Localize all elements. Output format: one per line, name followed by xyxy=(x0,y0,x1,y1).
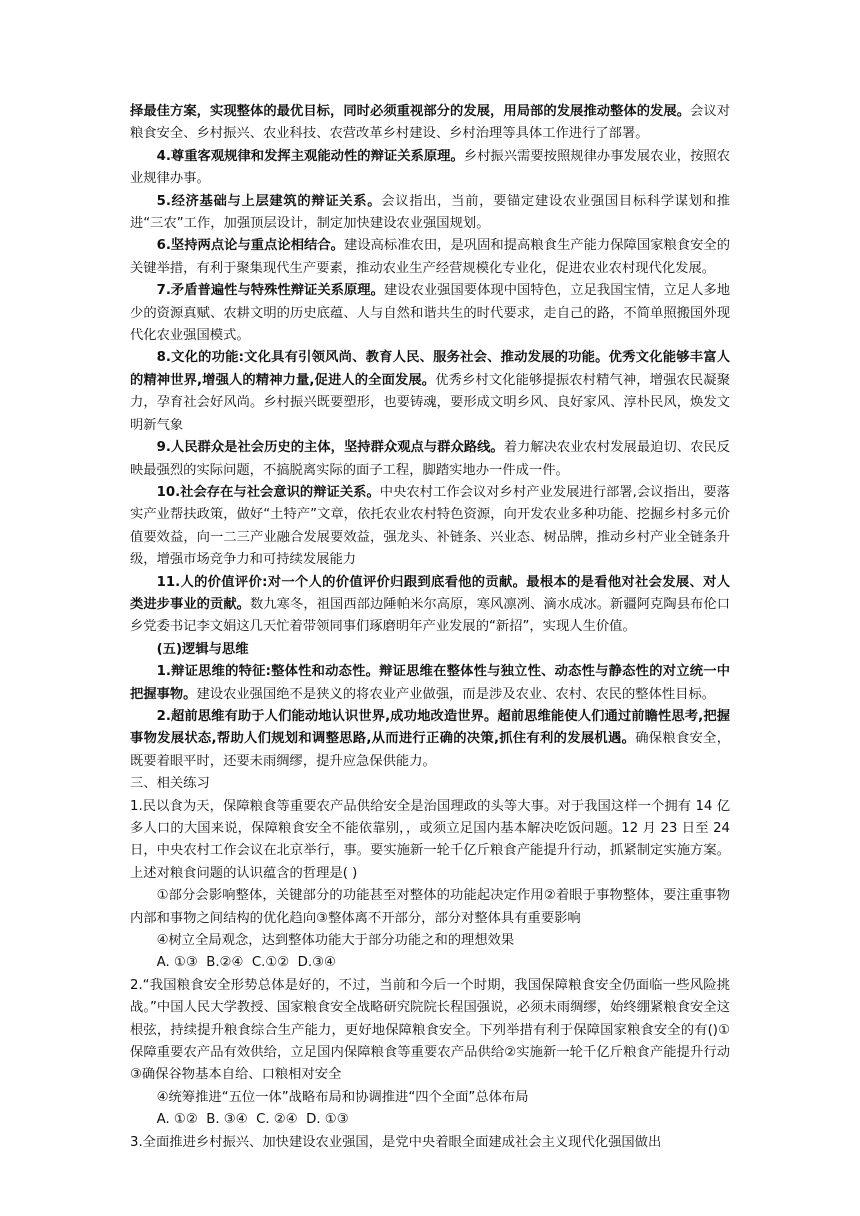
paragraph-heading: 5.经济基础与上层建筑的辩证关系。 xyxy=(156,193,382,209)
paragraph xyxy=(130,482,730,572)
paragraph-heading: 9.人民群众是社会历史的主体，坚持群众观点与群众路线。 xyxy=(156,440,504,456)
paragraph-text: ①部分会影响整体，关键部分的功能甚至对整体的功能起决定作用②着眼于事物整体，要注重事物内部和事物之间结构的优化趋向③整体离不开部分，部分对整体具有重要影响 xyxy=(130,888,730,926)
paragraph-text: 2.“我国粮食安全形势总体是好的，不过，当前和今后一个时期，我国保障粮食安全仍面临一些风险挑战。”中国人民大学教授、国家粮食安全战略研究院院长程国强说，必须未雨绸缪，始终绷紧粮食安全这根弦，持续提升粮食综合生产能力，更好地保障粮食安全。下列举措有利于保障国家粮食安全的有()①保障重要农产品有效供给，立足国内保障粮食等重要农产品供给②实施新一轮千亿斤粮食产能提升行动③确保谷物基本自给、口粮相对安全 xyxy=(130,977,730,1083)
paragraph-heading: 2.超前思维有助于人们能动地认识世界,成功地改造世界。超前思维能使人们通过前瞻性思考,把握事物发展状态,帮助人们规划和调整思路,从而进行正确的决策,抓住有利的发展机遇。 xyxy=(130,708,730,747)
document-page xyxy=(130,101,730,1154)
paragraph-text: A. ①② B. ③④ C. ②④ D. ①③ xyxy=(156,1112,349,1128)
question-stem xyxy=(130,796,730,886)
paragraph-text: 优秀乡村文化能够提振农村精气神，增强农民凝聚力，孕育社会好风尚。乡村振兴既要塑形，也要铸魂，要形成文明乡风、良好家风、淳朴民风，焕发文明新气象 xyxy=(130,372,731,433)
paragraph-text: 建设高标准农田，是巩固和提高粮食生产能力保障国家粮食安全的关键举措，有利于聚集现代生产要素，推动农业生产经营规模化专业化，促进农业农村现代化发展。 xyxy=(130,238,730,276)
paragraph-heading: 1.辩证思维的特征:整体性和动态性。辩证思维在整体性与独立性、动态性与静态性的对立统一中把握事物。 xyxy=(130,664,730,702)
paragraph-text: 数九寒冬，祖国西部边陲帕米尔高原，寒风凛冽、滴水成冰。新疆阿克陶县布伦口乡党委书记李文娟这几天忙着带领同事们琢磨明年产业发展的“新招”，实现人生价值。 xyxy=(130,596,731,635)
paragraph-text: 建设农业强国绝不是狭义的将农业产业做强，而是涉及农业、农村、农民的整体性目标。 xyxy=(196,686,716,702)
paragraph-text: 3.全面推进乡村振兴、加快建设农业强国，是党中央着眼全面建成社会主义现代化强国做出 xyxy=(130,1134,662,1150)
paragraph xyxy=(130,146,730,191)
answer-options xyxy=(130,952,730,974)
paragraph xyxy=(130,347,730,437)
paragraph-text: A. ①③ B.②④ C.①② D.③④ xyxy=(156,955,336,971)
paragraph-text: 乡村振兴需要按照规律办事发展农业，按照农业规律办事。 xyxy=(130,148,731,187)
question-statements xyxy=(130,1087,730,1109)
paragraph-text: 会议对粮食安全、乡村振兴、农业科技、农营改革乡村建设、乡村治理等具体工作进行了部署。 xyxy=(130,104,731,142)
paragraph-heading: 8.文化的功能:文化具有引领风尚、教育人民、服务社会、推动发展的功能。优秀文化能够丰富人的精神世界,增强人的精神力量,促进人的全面发展。 xyxy=(130,350,730,388)
paragraph-heading: 6.坚持两点论与重点论相结合。 xyxy=(156,238,344,254)
paragraph-heading: 择最佳方案，实现整体的最优目标，同时必须重视部分的发展，用局部的发展推动整体的发展。 xyxy=(130,104,691,119)
paragraph xyxy=(130,235,730,280)
paragraph-text: 三、相关练习 xyxy=(130,776,210,792)
paragraph-heading: 11.人的价值评价:对一个人的价值评价归跟到底看他的贡献。最根本的是看他对社会发展、对人类进步事业的贡献。 xyxy=(130,574,730,612)
paragraph xyxy=(130,661,730,706)
question-stem xyxy=(130,975,730,1087)
paragraph xyxy=(130,280,730,347)
paragraph-text: 会议指出，当前，要锚定建设农业强国目标科学谋划和推进“三农”工作，加强顶层设计，制定加快建设农业强国规划。 xyxy=(130,193,731,232)
paragraph xyxy=(130,101,730,146)
paragraph-text: 着力解决农业农村发展最迫切、农民反映最强烈的实际问题，不搞脱离实际的面子工程，脚踏实地办一件成一件。 xyxy=(130,440,731,478)
section-heading-text: (五)逻辑与思维 xyxy=(156,641,249,657)
paragraph-heading: 4.尊重客观规律和发挥主观能动性的辩证关系原理。 xyxy=(156,148,464,164)
question-statements xyxy=(130,930,730,952)
exercise-section-title xyxy=(130,773,730,795)
paragraph-text: ④统筹推进“五位一体”战略布局和协调推进“四个全面”总体布局 xyxy=(156,1089,529,1105)
paragraph xyxy=(130,191,730,236)
section-heading xyxy=(130,639,730,661)
paragraph-text: 中央农村工作会议对乡村产业发展进行部署,会议指出，要落实产业帮扶政策，做好“土特产”文章，依托农业农村特色资源，向开发农业多种功能、挖掘乡村多元价值要效益，向一二三产业融合发展要效益，强龙头、补链条、兴业态、树品牌，推动乡村产业全链条升级，增强市场竞争力和可持续发展能力 xyxy=(130,484,730,568)
paragraph xyxy=(130,572,730,639)
answer-options xyxy=(130,1109,730,1131)
paragraph-heading: 10.社会存在与社会意识的辩证关系。 xyxy=(156,484,380,500)
paragraph-text: 建设农业强国要体现中国特色，立足我国宝情，立足人多地少的资源真赋、农耕文明的历史底蕴、人与自然和谐共生的时代要求，走自己的路，不简单照搬国外现代化农业强国模式。 xyxy=(130,283,730,344)
paragraph-text: 1.民以食为天，保障粮食等重要农产品供给安全是治国理政的头等大事。对于我国这样一个拥有 14 亿多人口的大国来说，保障粮食安全不能依靠别，，或须立足国内基本解决吃饭问题。12 月 23 日至 24 日，中央农村工作会议在北京举行，事。要实施新一轮千亿斤粮食产能提升行动，抓紧制定实施方案。上述对粮食问题的认识蕴含的哲理是( ) xyxy=(130,798,730,881)
paragraph-heading: 7.矛盾普遍性与特殊性辩证关系原理。 xyxy=(156,283,384,299)
question-stem xyxy=(130,1132,730,1154)
paragraph-text: ④树立全局观念，达到整体功能大于部分功能之和的理想效果 xyxy=(156,933,515,949)
question-statements xyxy=(130,885,730,930)
paragraph xyxy=(130,706,730,773)
paragraph-text: 确保粮食安全，既要着眼平时，还要未雨绸缪，提升应急保供能力。 xyxy=(130,731,731,769)
paragraph xyxy=(130,437,730,482)
